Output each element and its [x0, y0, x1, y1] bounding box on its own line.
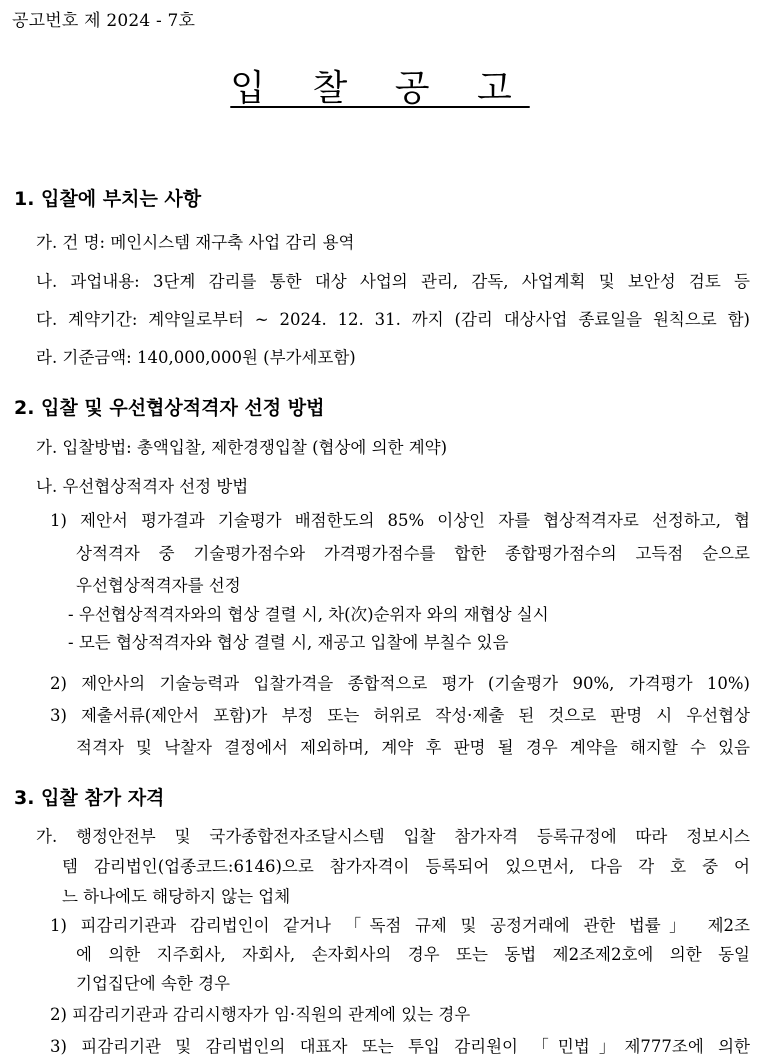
page-title-text: 입 찰 공 고: [230, 68, 530, 109]
page-title: [0, 60, 760, 111]
item-project-name: 가. 건 명: 메인시스템 재구축 사업 감리 용역: [36, 233, 355, 252]
disq-item-1-line-1: 1) 피감리기관과 감리법인이 같거나 「독점 규제 및 공정거래에 관한 법률」 제2조: [50, 916, 750, 935]
sub-item-3-line-2: 적격자 및 낙찰자 결정에서 제외하며, 계약 후 판명 될 경우 계약을 해지할 수 있음: [76, 738, 750, 757]
item-qualification-line-2: 템 감리법인(업종코드:6146)으로 참가자격이 등록되어 있으면서, 다음 각 호 중 어: [62, 857, 750, 876]
section-heading-2: 2. 입찰 및 우선협상적격자 선정 방법: [14, 397, 325, 419]
item-contract-period: 다. 계약기간: 계약일로부터 ~ 2024. 12. 31. 까지 (감리 대상사업 종료일을 원칙으로 함): [36, 310, 750, 329]
sub-item-1-line-1: 1) 제안서 평가결과 기술평가 배점한도의 85% 이상인 자를 협상적격자로 선정하고, 협: [50, 511, 750, 530]
notice-number: 공고번호 제 2024 - 7호: [12, 11, 196, 31]
disq-item-1-line-3: 기업집단에 속한 경우: [76, 974, 230, 993]
item-bid-method: 가. 입찰방법: 총액입찰, 제한경쟁입찰 (협상에 의한 계약): [36, 438, 448, 457]
item-qualification-line-3: 느 하나에도 해당하지 않는 업체: [62, 887, 291, 906]
sub-item-1-line-3: 우선협상적격자를 선정: [76, 576, 241, 595]
item-qualification-line-1: 가. 행정안전부 및 국가종합전자조달시스템 입찰 참가자격 등록규정에 따라 정보시스: [36, 827, 750, 846]
sub-item-1-line-2: 상적격자 중 기술평가점수와 가격평가점수를 합한 종합평가점수의 고득점 순으로: [76, 544, 750, 563]
disq-item-1-line-2: 에 의한 지주회사, 자회사, 손자회사의 경우 또는 동법 제2조제2호에 의한 동일: [76, 945, 750, 964]
disq-item-2: 2) 피감리기관과 감리시행자가 임·직원의 관계에 있는 경우: [50, 1005, 471, 1024]
disq-item-3-line-1: 3) 피감리기관 및 감리법인의 대표자 또는 투입 감리원이 「민법」제777조에 의한: [50, 1037, 750, 1056]
item-base-amount: 라. 기준금액: 140,000,000원 (부가세포함): [36, 348, 356, 367]
section-heading-3: 3. 입찰 참가 자격: [14, 787, 165, 809]
dash-item-2: - 모든 협상적격자와 협상 결렬 시, 재공고 입찰에 부칠수 있음: [68, 633, 509, 652]
sub-item-3-line-1: 3) 제출서류(제안서 포함)가 부정 또는 허위로 작성·제출 된 것으로 판명 시 우선협상: [50, 706, 750, 725]
section-heading-1: 1. 입찰에 부치는 사항: [14, 188, 202, 210]
dash-item-1: - 우선협상적격자와의 협상 결렬 시, 차(次)순위자 와의 재협상 실시: [68, 605, 549, 624]
sub-item-2: 2) 제안사의 기술능력과 입찰가격을 종합적으로 평가 (기술평가 90%, 가격평가 10%): [50, 674, 750, 693]
item-scope: 나. 과업내용: 3단계 감리를 통한 대상 사업의 관리, 감독, 사업계획 및 보안성 검토 등: [36, 272, 750, 291]
item-selection-method: 나. 우선협상적격자 선정 방법: [36, 477, 249, 496]
